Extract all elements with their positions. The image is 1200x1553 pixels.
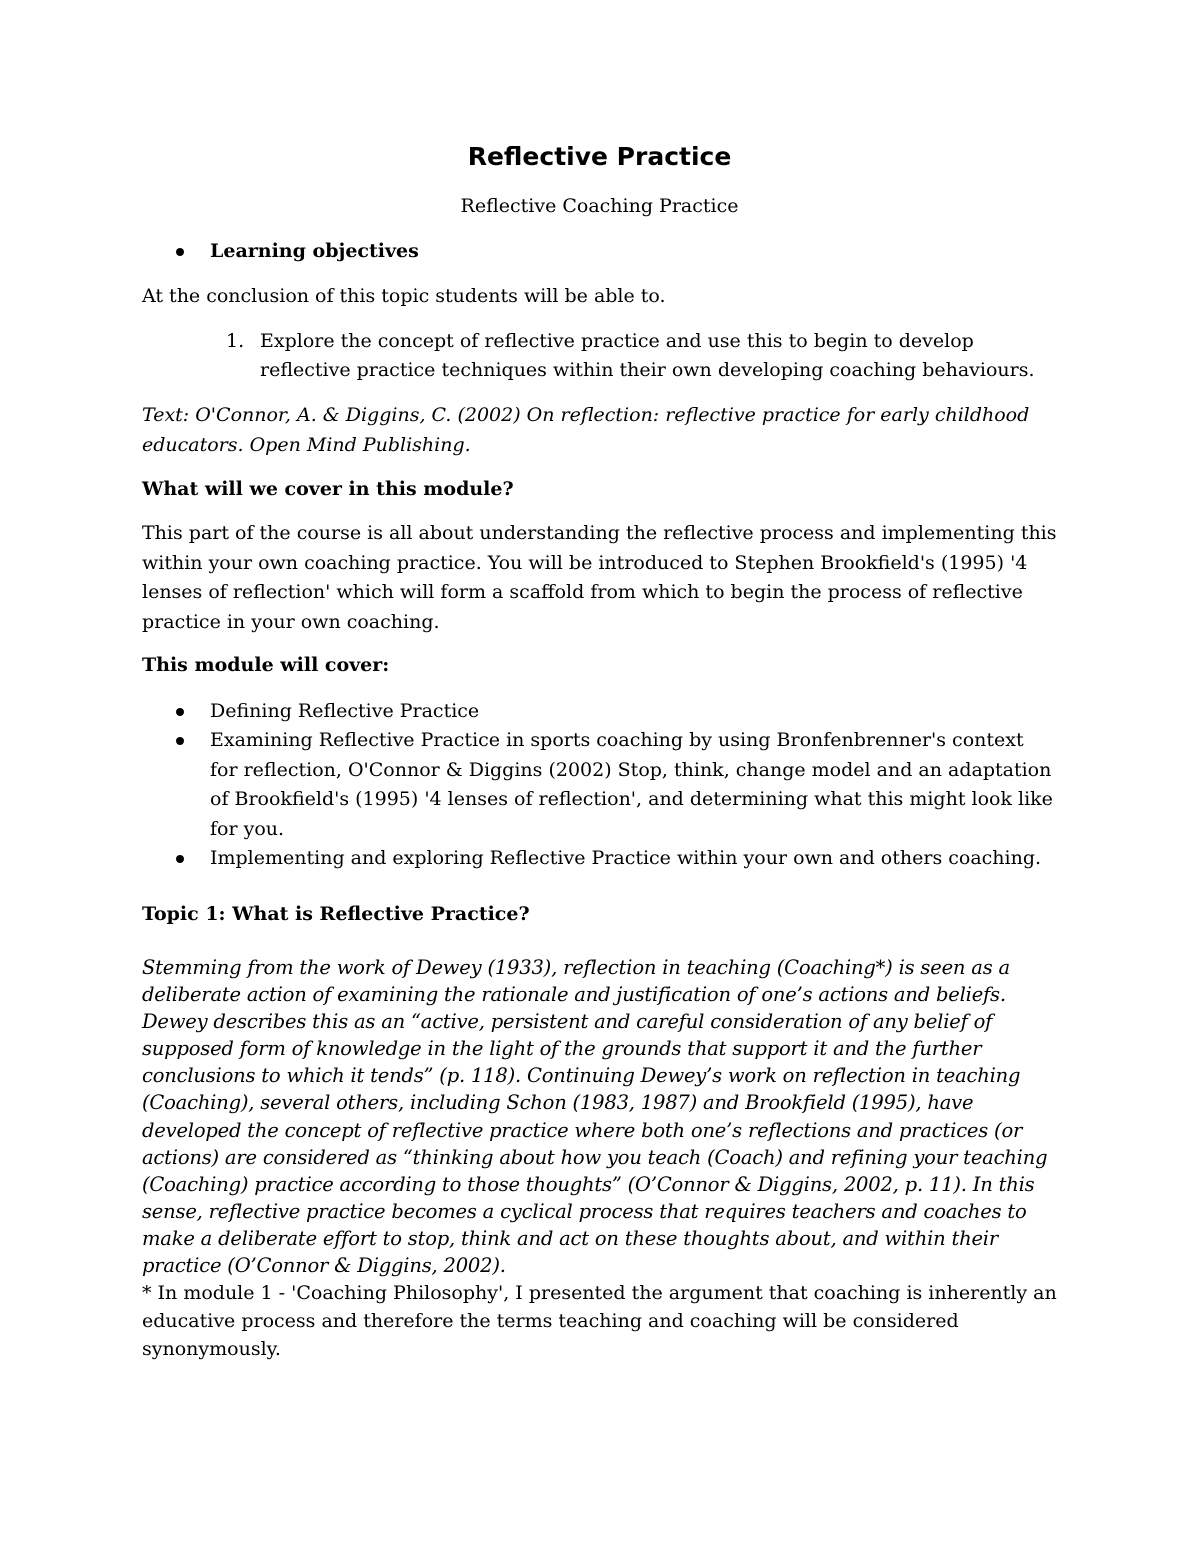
bullet-icon (176, 855, 184, 863)
bullet-icon (176, 708, 184, 716)
list-item-text: Defining Reflective Practice (210, 700, 480, 722)
objectives-intro: At the conclusion of this topic students will be able to. (142, 285, 666, 307)
bullet-icon (176, 737, 184, 745)
topic1-heading: Topic 1: What is Reflective Practice? (142, 903, 530, 925)
cover-heading: What will we cover in this module? (142, 478, 514, 500)
module-cover-heading: This module will cover: (142, 654, 390, 676)
objective-number: 1. (226, 330, 245, 352)
topic1-quote: Stemming from the work of Dewey (1933), reflection in teaching (Coaching*) is seen as a deliberate action of examining the rationale and justification of one’s actions and beliefs. Dewey describes this as an “active, persistent and careful consideration of any belief of supposed form of knowledge in the light of the grounds that support it and the further conclusions to which it tends” (p. 118). Continuing Dewey’s work on reflection in teaching (Coaching), several others, including Schon (1983, 1987) and Brookfield (1995), have developed the concept of reflective practice where both one’s reflections and practices (or actions) are considered as “thinking about how you teach (Coach) and refining your teaching (Coaching) practice according to those thoughts” (O’Connor & Diggins, 2002, p. 11). In this sense, reflective practice becomes a cyclical process that requires teachers and coaches to make a deliberate effort to stop, think and act on these thoughts about, and within their practice (O’Connor & Diggins, 2002). (142, 956, 1048, 1278)
document-subtitle: Reflective Coaching Practice (460, 195, 739, 217)
list-item-text: Examining Reflective Practice in sports coaching by using Bronfenbrenner's context for reflection, O'Connor & Diggins (2002) Stop, think, change model and an adaptation of Brookfield's (1995) '4 lenses of reflection', and determining what this might look like for you. (210, 729, 1053, 840)
reference-text: Text: O'Connor, A. & Diggins, C. (2002) On reflection: reflective practice for early childhood educators. Open Mind Publishing. (142, 404, 1030, 456)
document-title: Reflective Practice (467, 142, 732, 171)
cover-paragraph: This part of the course is all about understanding the reflective process and implementing this within your own coaching practice. You will be introduced to Stephen Brookfield's (1995) '4 lenses of reflection' which will form a scaffold from which to begin the process of reflective practice in your own coaching. (142, 522, 1057, 633)
bullet-icon (176, 248, 184, 256)
learning-objectives-heading: Learning objectives (210, 240, 419, 262)
list-item-text: Implementing and exploring Reflective Practice within your own and others coaching. (210, 847, 1042, 869)
topic1-footnote: * In module 1 - 'Coaching Philosophy', I presented the argument that coaching is inherently an educative process and therefore the terms teaching and coaching will be considered synonymously. (142, 1282, 1057, 1360)
objective-text: Explore the concept of reflective practice and use this to begin to develop reflective practice techniques within their own developing coaching behaviours. (260, 330, 1035, 381)
